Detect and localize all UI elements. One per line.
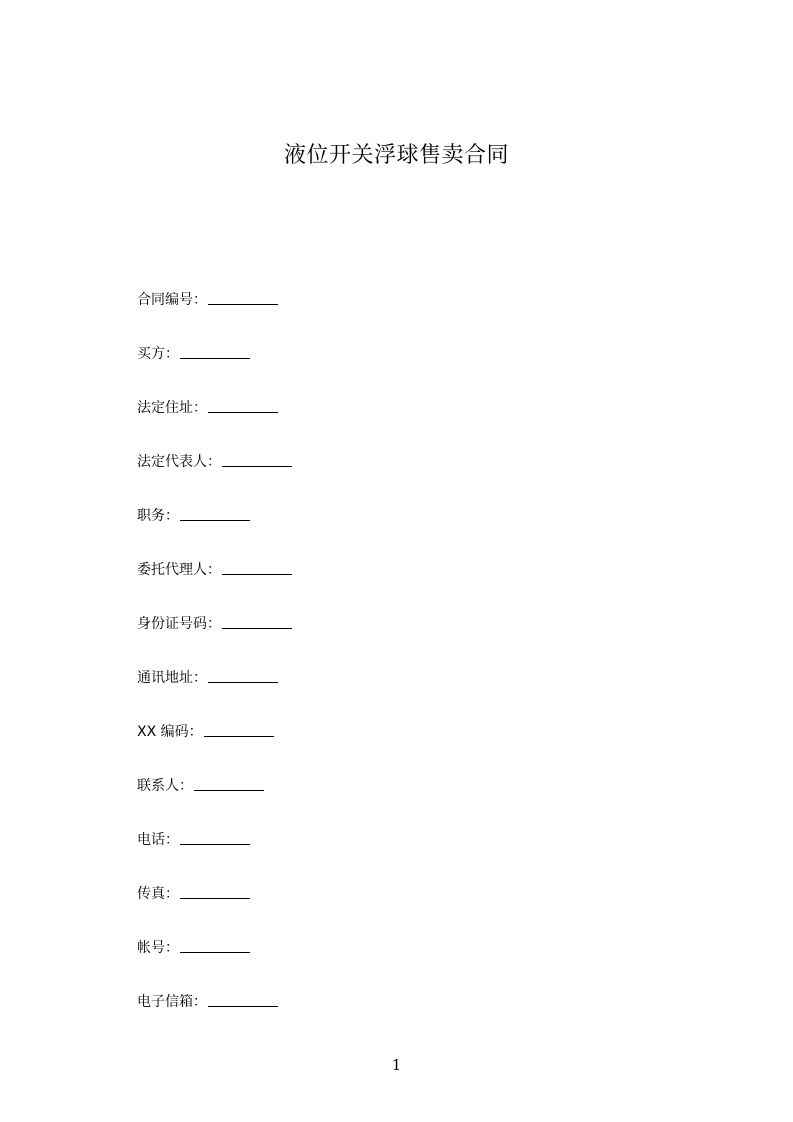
field-label: 联系人： — [137, 778, 193, 794]
field-label: 帐号： — [137, 940, 179, 956]
page-title: 液位开关浮球售卖合同 — [283, 143, 509, 168]
field-label: XX 编码： — [137, 724, 203, 740]
field-email — [137, 991, 737, 1045]
field-buyer — [137, 343, 737, 397]
field-label: 委托代理人： — [137, 562, 221, 578]
field-legal-address — [137, 397, 737, 451]
field-label: 身份证号码： — [137, 616, 221, 632]
page-number: 1 — [391, 1056, 402, 1074]
field-mailing-address — [137, 667, 737, 721]
field-id-number — [137, 613, 737, 667]
field-phone — [137, 829, 737, 883]
field-authorized-agent — [137, 559, 737, 613]
field-position — [137, 505, 737, 559]
field-blank-line[interactable] — [204, 721, 274, 737]
field-account — [137, 937, 737, 991]
field-label: 法定住址： — [137, 400, 207, 416]
field-contract-number — [137, 289, 737, 343]
field-blank-line[interactable] — [180, 343, 250, 359]
field-label: 通讯地址： — [137, 670, 207, 686]
field-blank-line[interactable] — [208, 991, 278, 1007]
field-fax — [137, 883, 737, 937]
field-blank-line[interactable] — [208, 397, 278, 413]
field-blank-line[interactable] — [180, 883, 250, 899]
field-contact-person — [137, 775, 737, 829]
field-blank-line[interactable] — [194, 775, 264, 791]
field-label: 职务： — [137, 508, 179, 524]
field-label: 买方： — [137, 346, 179, 362]
field-postal-code — [137, 721, 737, 775]
field-blank-line[interactable] — [180, 505, 250, 521]
field-label: 电子信箱： — [137, 994, 207, 1010]
field-blank-line[interactable] — [180, 829, 250, 845]
contract-fields — [137, 289, 737, 1045]
field-legal-representative — [137, 451, 737, 505]
field-blank-line[interactable] — [208, 289, 278, 305]
field-blank-line[interactable] — [222, 559, 292, 575]
field-blank-line[interactable] — [208, 667, 278, 683]
field-blank-line[interactable] — [222, 613, 292, 629]
field-label: 合同编号： — [137, 292, 207, 308]
field-label: 传真： — [137, 886, 179, 902]
field-label: 电话： — [137, 832, 179, 848]
field-blank-line[interactable] — [180, 937, 250, 953]
field-blank-line[interactable] — [222, 451, 292, 467]
field-label: 法定代表人： — [137, 454, 221, 470]
